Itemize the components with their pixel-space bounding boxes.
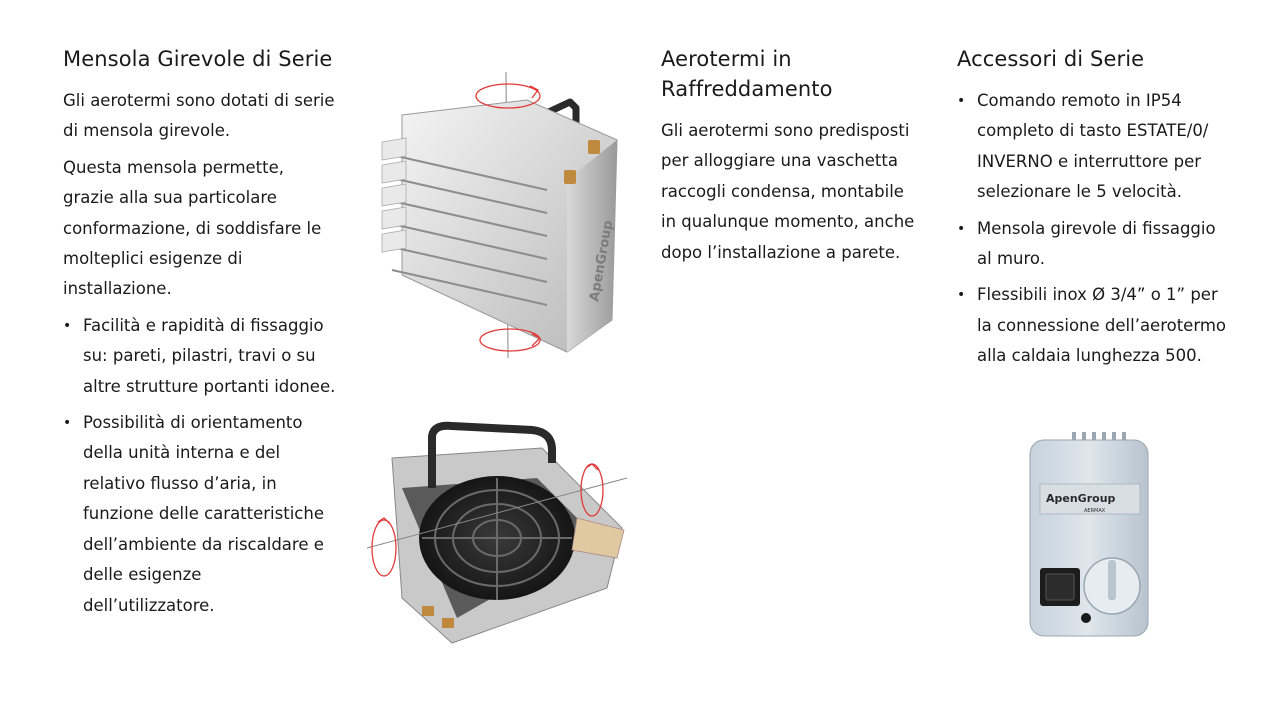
paragraph: Gli aerotermi sono dotati di serie di mensola girevole. bbox=[63, 91, 335, 141]
heater-rotation-image bbox=[362, 70, 632, 360]
list-item: • Mensola girevole di fissaggio al muro. bbox=[957, 214, 1227, 275]
list-item: • Facilità e rapidità di fissaggio su: pareti, pilastri, travi o su altre strutture portanti idonee. bbox=[63, 311, 338, 402]
controller-brand: ApenGroup bbox=[1046, 492, 1116, 505]
list-item: • Possibilità di orientamento della unità interna e del relativo flusso d’aria, in funzione delle caratteristiche dell’ambiente da riscaldare e delle esigenze dell’utilizzatore. bbox=[63, 408, 338, 621]
remote-controller-image bbox=[1020, 428, 1160, 653]
cooling-section bbox=[661, 44, 923, 274]
bullet-list bbox=[63, 311, 338, 621]
swivel-bracket-section bbox=[63, 44, 338, 627]
section-title: Aerotermi in Raffreddamento bbox=[661, 47, 833, 101]
section-title: Mensola Girevole di Serie bbox=[63, 47, 333, 71]
accessories-section bbox=[957, 44, 1227, 378]
controller-subbrand: AERMAX bbox=[1084, 508, 1106, 514]
section-title: Accessori di Serie bbox=[957, 47, 1145, 71]
list-item: • Comando remoto in IP54 completo di tasto ESTATE/0/ INVERNO e interruttore per selezionare le 5 velocità. bbox=[957, 86, 1227, 208]
paragraph: Gli aerotermi sono predisposti per alloggiare una vaschetta raccogli condensa, montabile in qualunque momento, anche dopo l’installazione a parete. bbox=[661, 121, 915, 262]
bullet-list bbox=[957, 86, 1227, 372]
brand-label: ApenGroup bbox=[587, 219, 617, 303]
list-item: • Flessibili inox Ø 3/4” o 1” per la connessione dell’aerotermo alla caldaia lunghezza 500. bbox=[957, 280, 1227, 371]
paragraph: Questa mensola permette, grazie alla sua particolare conformazione, di soddisfare le molteplici esigenze di installazione. bbox=[63, 157, 322, 299]
heater-tilt-image bbox=[362, 418, 632, 648]
